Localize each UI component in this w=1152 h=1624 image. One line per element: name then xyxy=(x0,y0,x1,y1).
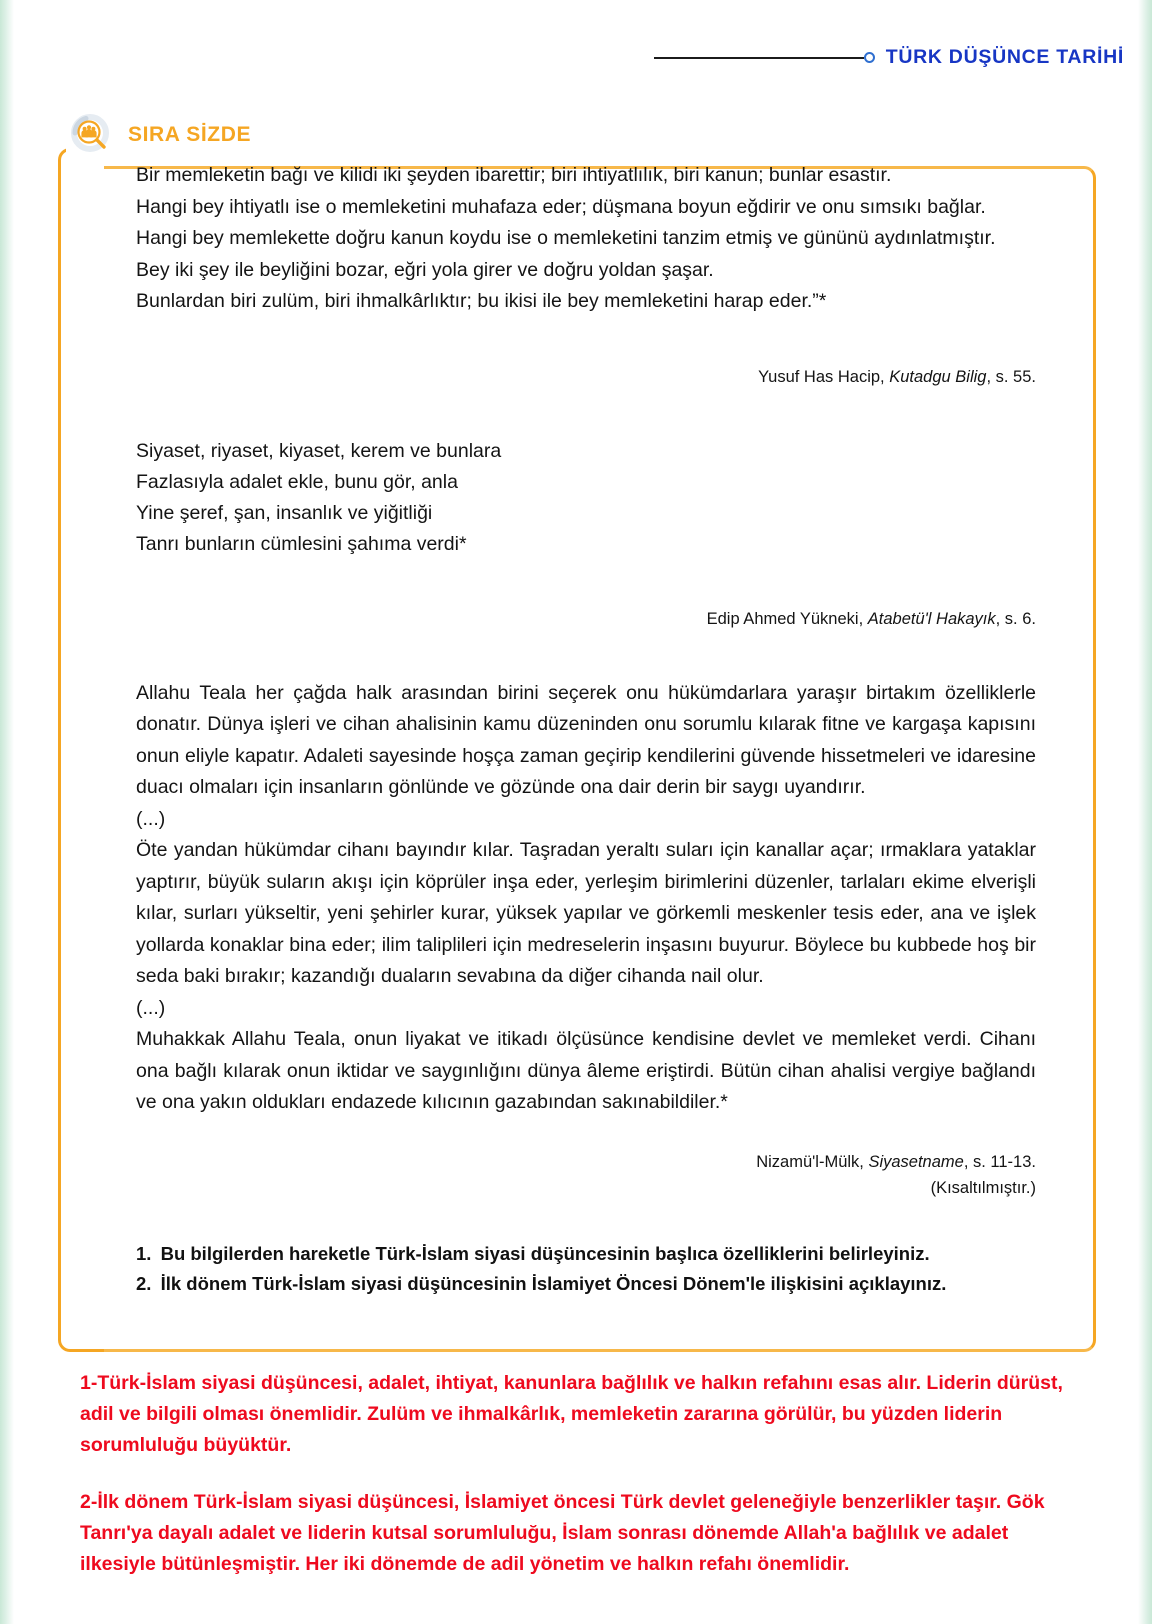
citation-work: Siyasetname xyxy=(868,1152,964,1171)
question-number: 2. xyxy=(136,1272,152,1294)
poem-line: Fazlasıyla adalet ekle, bunu gör, anla xyxy=(136,470,458,493)
questions-list xyxy=(136,1239,1036,1299)
sira-sizde-activity-box xyxy=(58,123,1096,1352)
citation-atabetul-hakayik xyxy=(136,606,1036,632)
answer-item-1: 1-Türk-İslam siyasi düşüncesi, adalet, ihtiyat, kanunlara bağlılık ve halkın refahını esas alır. Liderin dürüst, adil ve bilgili olması önemlidir. Zulüm ve ihmalkârlık, memleketin zararına görülür, bu yüzden liderin sorumluluğu büyüktür. xyxy=(80,1372,1063,1456)
citation-author: Yusuf Has Hacip, xyxy=(758,367,890,386)
quote-ellipsis: (...) xyxy=(136,807,166,830)
quote-block-atabetul-hakayik xyxy=(136,436,1036,560)
page-edge-left-tint xyxy=(0,0,14,1624)
citation-page: , s. 55. xyxy=(986,367,1036,386)
question-number: 1. xyxy=(136,1242,152,1264)
activity-bracket-outer xyxy=(58,148,104,1352)
activity-content xyxy=(136,160,1036,1299)
running-head-rule xyxy=(654,57,864,59)
citation-abridged-note: (Kısaltılmıştır.) xyxy=(930,1178,1036,1197)
citation-author: Edip Ahmed Yükneki, xyxy=(706,609,868,628)
question-item xyxy=(136,1269,1036,1299)
quote-line: Hangi bey memlekette doğru kanun koydu ise o memleketini tanzim etmiş ve gününü aydınlatmıştır. xyxy=(136,227,996,249)
question-item xyxy=(136,1239,1036,1269)
citation-page: , s. 6. xyxy=(995,609,1036,628)
page-edge-right-tint xyxy=(1138,0,1152,1624)
answer-item-2: 2-İlk dönem Türk-İslam siyasi düşüncesi, İslamiyet öncesi Türk devlet geleneğiyle benzerlikler taşır. Gök Tanrı'ya dayalı adalet ve liderin kutsal sorumluluğu, İslam sonrası dönemde Allah'a bağlılık ve adalet ilkesiyle bütünleşmiştir. Her iki dönemde de adil yönetim ve halkın refahı önemlidir. xyxy=(80,1491,1045,1575)
citation-work: Kutadgu Bilig xyxy=(889,367,987,386)
activity-title: SIRA SİZDE xyxy=(128,123,252,146)
quote-block-kutadgu-bilig xyxy=(136,160,1036,318)
magnifier-people-icon xyxy=(68,112,114,158)
citation-kutadgu-bilig xyxy=(136,364,1036,390)
citation-work: Atabetü'l Hakayık xyxy=(867,609,996,628)
poem-line: Tanrı bunların cümlesini şahıma verdi* xyxy=(136,532,467,555)
quote-paragraph: Muhakkak Allahu Teala, onun liyakat ve itikadı ölçüsünce kendisine devlet ve memleket verdi. Cihanı ona bağlı kılarak onun iktidar ve saygınlığını dünya âleme eriştirdi. Bütün cihan ahalisi vergiye bağlandı ve ona yakın oldukları endazede kılıcının gazabından sakınabildiler.* xyxy=(136,1028,1036,1113)
quote-line: Bir memleketin bağı ve kilidi iki şeyden ibarettir; biri ihtiyatlılık, biri kanun; bunlar esastır. xyxy=(136,164,892,186)
question-text: İlk dönem Türk-İslam siyasi düşüncesinin İslamiyet Öncesi Dönem'le ilişkisini açıklayınız. xyxy=(160,1272,947,1294)
quote-line: Bunlardan biri zulüm, biri ihmalkârlıktır; bu ikisi ile bey memleketini harap eder.”* xyxy=(136,290,827,312)
page-title: TÜRK DÜŞÜNCE TARİHİ xyxy=(885,46,1124,68)
question-text: Bu bilgilerden hareketle Türk-İslam siyasi düşüncesinin başlıca özelliklerini belirleyiniz. xyxy=(160,1242,930,1264)
running-head-dot-icon xyxy=(864,52,875,63)
quote-line: Bey iki şey ile beyliğini bozar, eğri yola girer ve doğru yoldan şaşar. xyxy=(136,258,714,281)
citation-siyasetname xyxy=(136,1149,1036,1175)
citation-author: Nizamü'l-Mülk, xyxy=(756,1152,869,1171)
poem-line: Siyaset, riyaset, kiyaset, kerem ve bunlara xyxy=(136,439,502,462)
quote-line: Hangi bey ihtiyatlı ise o memleketini muhafaza eder; düşmana boyun eğdirir ve onu sımsıkı bağlar. xyxy=(136,195,986,218)
running-head xyxy=(654,46,1124,69)
quote-paragraph: Öte yandan hükümdar cihanı bayındır kılar. Taşradan yeraltı suları için kanallar açar; ırmaklara yataklar yaptırır, büyük suların akışı için köprüler inşa eder, yerleşim birimlerini düzenler, tarlaları ekime elverişli kılar, surları yükseltir, yeni şehirler kurar, yüksek yapılar ve görkemli meskenler tesis eder, ana ve işlek yollarda konaklar bina eder; ilim taliplileri için medreselerin inşasını buyurur. Böylece bu kubbede hoş bir seda baki bırakır; kazandığı duaların sevabına da diğer cihanda nail olur. xyxy=(136,839,1036,987)
quote-paragraph: Allahu Teala her çağda halk arasından birini seçerek onu hükümdarlara yaraşır birtakım özelliklerle donatır. Dünya işleri ve cihan ahalisinin kamu düzeninden onu sorumlu kılarak fitne ve kargaşa kapısını onun eliyle kapatır. Adaleti sayesinde hoşça zaman geçirip kendilerini güvende hissetmeleri ve idaresine duacı olmaları için insanların gönlünde ve gözünde ona dair derin bir saygı uyandırır. xyxy=(136,681,1036,798)
answers-section xyxy=(80,1368,1080,1580)
citation-page: , s. 11-13. xyxy=(963,1152,1036,1171)
activity-header xyxy=(66,112,261,158)
poem-line: Yine şeref, şan, insanlık ve yiğitliği xyxy=(136,501,433,524)
quote-ellipsis: (...) xyxy=(136,996,166,1019)
quote-block-siyasetname xyxy=(136,678,1036,1119)
